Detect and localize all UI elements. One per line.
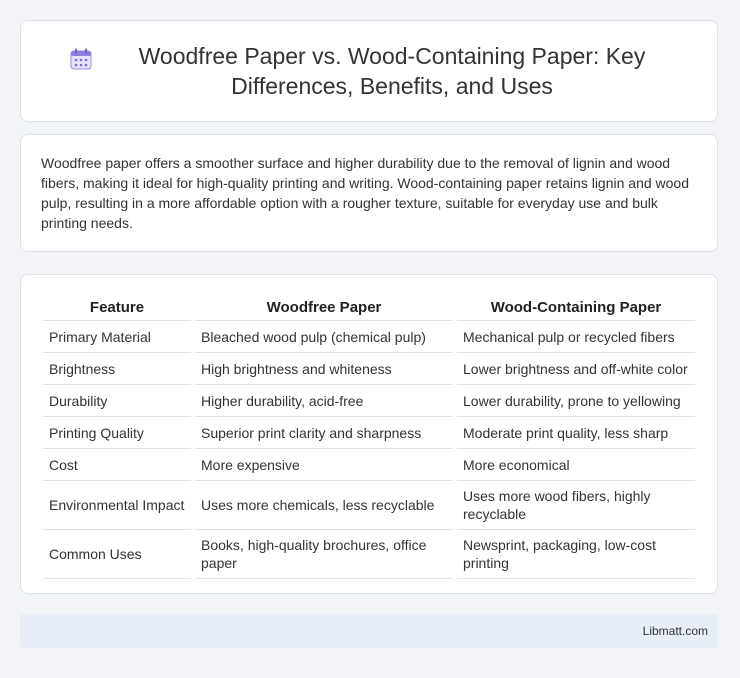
- table-row: [43, 481, 695, 530]
- woodfree-cell: Uses more chemicals, less recyclable: [195, 481, 453, 530]
- wood-containing-cell: More economical: [457, 449, 695, 481]
- table-header-row: [43, 297, 695, 321]
- page-title: Woodfree Paper vs. Wood-Containing Paper: Key Differences, Benefits, and Uses: [138, 43, 646, 99]
- table-row: [43, 321, 695, 353]
- wood-containing-cell: Newsprint, packaging, low-cost printing: [457, 530, 695, 579]
- feature-cell: Environmental Impact: [43, 481, 191, 530]
- summary-card: [20, 134, 718, 252]
- woodfree-cell: Bleached wood pulp (chemical pulp): [195, 321, 453, 353]
- wood-containing-cell: Uses more wood fibers, highly recyclable: [457, 481, 695, 530]
- calendar-icon: [69, 47, 93, 71]
- woodfree-cell: High brightness and whiteness: [195, 353, 453, 385]
- wood-containing-cell: Moderate print quality, less sharp: [457, 417, 695, 449]
- wood-containing-cell: Lower durability, prone to yellowing: [457, 385, 695, 417]
- feature-cell: Primary Material: [43, 321, 191, 353]
- comparison-table-card: [20, 274, 718, 594]
- table-row: [43, 530, 695, 579]
- feature-cell: Durability: [43, 385, 191, 417]
- footer: [20, 614, 718, 648]
- title-card: [20, 20, 718, 122]
- table-row: [43, 417, 695, 449]
- feature-cell: Printing Quality: [43, 417, 191, 449]
- header-woodfree: Woodfree Paper: [195, 297, 453, 321]
- wood-containing-cell: Lower brightness and off-white color: [457, 353, 695, 385]
- woodfree-cell: More expensive: [195, 449, 453, 481]
- woodfree-cell: Higher durability, acid-free: [195, 385, 453, 417]
- header-feature: Feature: [43, 297, 191, 321]
- woodfree-cell: Books, high-quality brochures, office paper: [195, 530, 453, 579]
- wood-containing-cell: Mechanical pulp or recycled fibers: [457, 321, 695, 353]
- feature-cell: Cost: [43, 449, 191, 481]
- title-wrap: [69, 41, 669, 101]
- header-wood-containing: Wood-Containing Paper: [457, 297, 695, 321]
- feature-cell: Brightness: [43, 353, 191, 385]
- table-row: [43, 449, 695, 481]
- comparison-table: [39, 297, 699, 579]
- woodfree-cell: Superior print clarity and sharpness: [195, 417, 453, 449]
- table-row: [43, 385, 695, 417]
- feature-cell: Common Uses: [43, 530, 191, 579]
- summary-text: Woodfree paper offers a smoother surface and higher durability due to the removal of lignin and wood fibers, making it ideal for high-quality printing and writing. Wood-containing paper retains lignin and wood pulp, resulting in a more affordable option with a rougher texture, suitable for everyday use and bulk printing needs.: [41, 155, 689, 231]
- footer-site-link[interactable]: Libmatt.com: [642, 624, 708, 638]
- table-row: [43, 353, 695, 385]
